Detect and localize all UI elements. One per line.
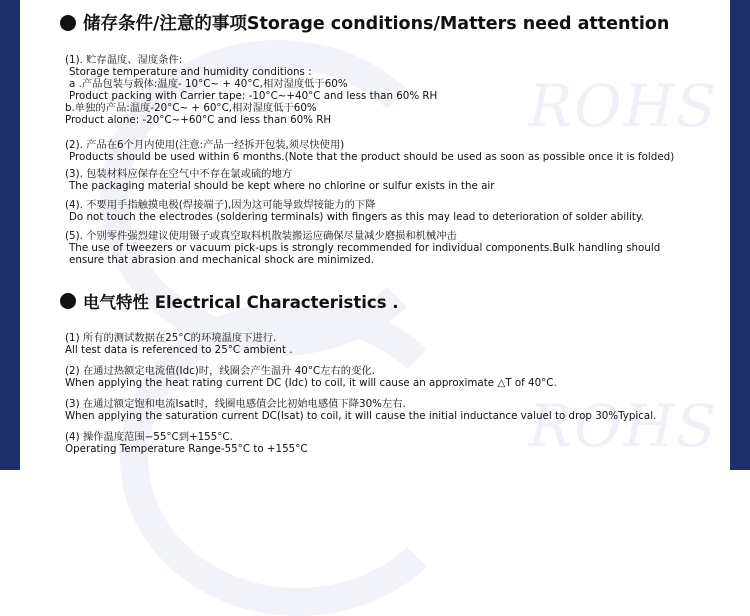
bullet-icon xyxy=(60,15,76,31)
storage-item-1-cn: (1). 贮存温度、湿度条件: xyxy=(65,54,183,66)
storage-item-5-en-1: The use of tweezers or vacuum pick-ups is strongly recommended for individual components.Bulk handling should xyxy=(69,242,661,254)
storage-item-1b-cn: b.单独的产品:温度-20°C~ + 60°C,相对湿度低于60% xyxy=(65,102,317,114)
electrical-item-2-cn: (2) 在通过热额定电流值(Idc)时，线圈会产生温升 40°C左右的变化. xyxy=(65,365,375,377)
storage-item-4-cn: (4). 不要用手指触摸电极(焊接端子),因为这可能导致焊接能力的下降 xyxy=(65,199,376,211)
electrical-item-3-en: When applying the saturation current DC(Isat) to coil, it will cause the initial inductance valuel to drop 30%Typical. xyxy=(65,410,657,422)
storage-item-5 xyxy=(65,230,660,266)
storage-item-1-en: Storage temperature and humidity conditions : xyxy=(69,66,312,78)
storage-item-4-en: Do not touch the electrodes (soldering terminals) with fingers as this may lead to deterioration of solder ability. xyxy=(69,211,644,223)
electrical-item-1-cn: (1) 所有的测试数据在25°C的环境温度下进行. xyxy=(65,332,277,344)
storage-item-5-en-2: ensure that abrasion and mechanical shock are minimized. xyxy=(69,254,374,266)
storage-item-3 xyxy=(65,168,495,192)
electrical-item-1-en: All test data is referenced to 25°C ambient . xyxy=(65,344,293,356)
storage-item-3-cn: (3). 包装材料应保存在空气中不存在氯或硫的地方 xyxy=(65,168,293,180)
electrical-item-3 xyxy=(65,398,656,422)
storage-item-1a-en: Product packing with Carrier tape: -10°C~+40°C and less than 60% RH xyxy=(69,90,438,102)
electrical-item-3-cn: (3) 在通过额定饱和电流Isat时，线圈电感值会比初始电感值下降30%左右. xyxy=(65,398,406,410)
electrical-section-heading xyxy=(60,289,399,313)
electrical-item-1 xyxy=(65,332,293,356)
storage-item-2-cn: (2). 产品在6个月内使用(注意:产品一经拆开包装,须尽快使用) xyxy=(65,139,345,151)
storage-item-1a-cn: a .产品包装与载体:温度- 10°C~ + 40°C,相对湿度低于60% xyxy=(69,78,348,90)
rohs-watermark: ROHS xyxy=(528,392,718,460)
electrical-item-2 xyxy=(65,365,557,389)
storage-item-1b-en: Product alone: -20°C~+60°C and less than 60% RH xyxy=(65,114,332,126)
storage-section-title: 储存条件/注意的事项Storage conditions/Matters need attention xyxy=(83,14,670,34)
electrical-item-4-cn: (4) 操作温度范围−55°C到+155°C. xyxy=(65,431,233,443)
storage-item-2-en: Products should be used within 6 months.(Note that the product should be used as soon as possible once it is folded) xyxy=(69,151,675,163)
storage-section-heading xyxy=(60,10,669,35)
electrical-section-title: 电气特性 Electrical Characteristics . xyxy=(83,293,399,312)
storage-item-3-en: The packaging material should be kept where no chlorine or sulfur exists in the air xyxy=(69,180,495,192)
electrical-item-4 xyxy=(65,431,308,455)
storage-item-4 xyxy=(65,199,644,223)
bullet-icon xyxy=(60,293,76,309)
electrical-item-4-en: Operating Temperature Range-55°C to +155°C xyxy=(65,443,308,455)
electrical-item-2-en: When applying the heat rating current DC (Idc) to coil, it will cause an approximate △T of 40°C. xyxy=(65,377,557,389)
storage-item-5-cn: (5). 个别零件强烈建议使用镊子或真空取料机散装搬运应确保尽量减少磨损和机械冲击 xyxy=(65,230,457,242)
rohs-watermark: ROHS xyxy=(528,72,718,140)
storage-item-1 xyxy=(65,54,437,126)
storage-item-2 xyxy=(65,139,674,163)
